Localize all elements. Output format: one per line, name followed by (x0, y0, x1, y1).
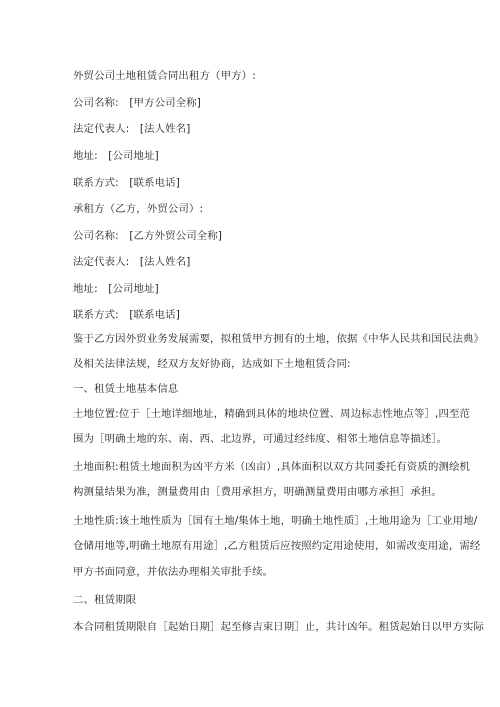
lessee-legal-representative: 法定代表人: [法人姓名] (73, 256, 191, 268)
lessee-heading: 承租方（乙方，外贸公司）: (73, 203, 204, 215)
document-title: 外贸公司土地租赁合同出租方（甲方）: (73, 70, 256, 82)
preamble-line-2: 及相关法律法规，经双方友好协商，达成如下土地租赁合同: (73, 358, 351, 370)
land-area-line-2: 构测量结果为准，测量费用由［费用承担方，明确测量费用由哪方承担］承担。 (73, 486, 442, 498)
land-nature-line-3: 甲方书面同意，并依法办理相关审批手续。 (73, 566, 274, 578)
preamble-line-1: 鉴于乙方因外贸业务发展需要，拟租赁甲方拥有的土地，依据《中华人民共和国民法典》 (73, 333, 485, 345)
land-nature-line-2: 仓储用地等,明确土地原有用途］,乙方租赁后应按照约定用途使用，如需改变用途，需经 (73, 540, 481, 552)
lessor-legal-representative: 法定代表人: [法人姓名] (73, 123, 191, 135)
section-1-heading: 一、租赁土地基本信息 (73, 383, 179, 395)
lessee-address: 地址: [公司地址] (73, 283, 159, 295)
lessor-address: 地址: [公司地址] (73, 150, 159, 162)
lessee-company-name: 公司名称: [乙方外贸公司全称] (73, 230, 223, 242)
land-nature-line-1: 土地性质:该土地性质为［国有土地/集体土地，明确土地性质］,土地用途为［工业用地/ (73, 515, 478, 527)
land-location-line-2: 围为［明确土地的东、南、西、北边界，可通过经纬度、相邻土地信息等描述］。 (73, 433, 448, 445)
lease-term-line-1: 本合同租赁期限自［起始日期］起至修吉束日期］止，共计凶年。租赁起始日以甲方实际 (73, 621, 485, 633)
lessor-contact: 联系方式: [联系电话] (73, 177, 180, 189)
land-location-line-1: 土地位置:位于［土地详细地址，精确到具体的地块位置、周边标志性地点等］,四至范 (73, 408, 471, 420)
section-2-heading: 二、租赁期限 (73, 594, 137, 606)
lessee-contact: 联系方式: [联系电话] (73, 309, 180, 321)
land-area-line-1: 土地面积:租赁土地面积为凶平方米（凶亩）,具体面积以双方共同委托有资质的测绘机 (73, 461, 471, 473)
lessor-company-name: 公司名称: [甲方公司全称] (73, 97, 202, 109)
